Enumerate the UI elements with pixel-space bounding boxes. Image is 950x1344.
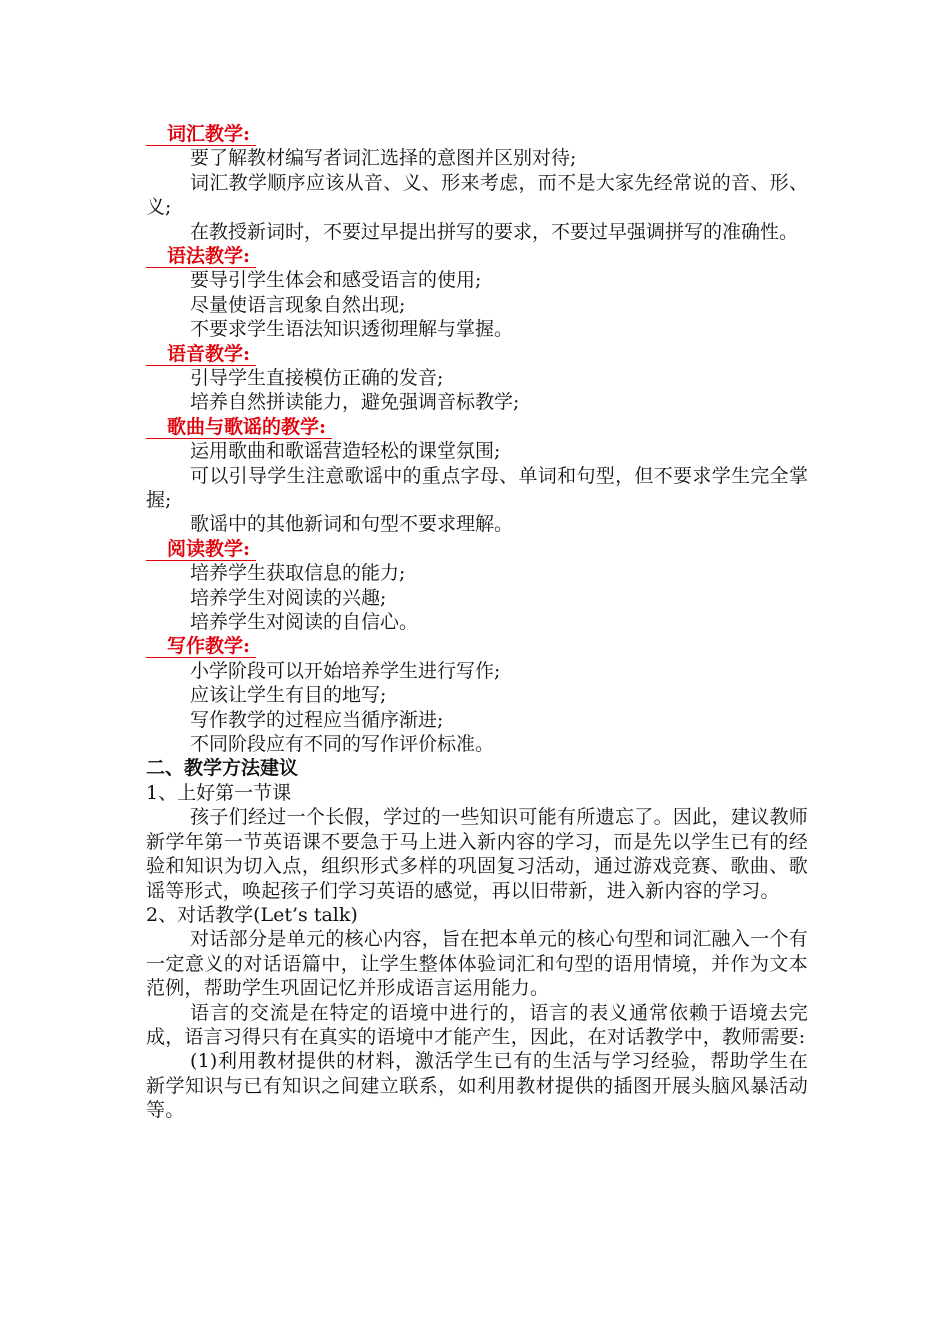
paragraph: 语言的交流是在特定的语境中进行的，语言的表义通常依赖于语境去完成，语言习得只有在真实的语境中才能产生，因此，在对话教学中，教师需要: xyxy=(146,1001,808,1048)
reading-item: 培养学生获取信息的能力; xyxy=(190,562,406,585)
reading-heading: 阅读教学: xyxy=(146,539,256,561)
phonetics-heading-row xyxy=(146,342,808,366)
writing-item: 应该让学生有目的地写; xyxy=(190,684,387,707)
writing-item: 不同阶段应有不同的写作评价标准。 xyxy=(190,733,495,756)
phonetics-item: 引导学生直接模仿正确的发音; xyxy=(190,367,444,390)
reading-item: 培养学生对阅读的兴趣; xyxy=(190,586,387,609)
songs-item: 可以引导学生注意歌谣中的重点字母、单词和句型，但不要求学生完全掌握; xyxy=(146,464,808,512)
vocab-heading-row xyxy=(146,122,808,146)
writing-heading-row xyxy=(146,634,808,658)
songs-heading-row xyxy=(146,415,808,439)
grammar-heading-row xyxy=(146,244,808,268)
paragraph: 对话部分是单元的核心内容，旨在把本单元的核心句型和词汇融入一个有一定意义的对话语篇中，让学生整体体验词汇和句型的语用情境，并作为文本范例，帮助学生巩固记忆并形成语言运用能力。 xyxy=(146,928,808,1000)
songs-heading: 歌曲与歌谣的教学: xyxy=(146,417,332,439)
document-page xyxy=(146,122,808,1123)
writing-heading: 写作教学: xyxy=(146,636,256,658)
grammar-heading: 语法教学: xyxy=(146,246,256,268)
reading-heading-row xyxy=(146,537,808,561)
grammar-item: 不要求学生语法知识透彻理解与掌握。 xyxy=(190,318,514,341)
vocab-heading: 词汇教学: xyxy=(146,124,256,146)
reading-item: 培养学生对阅读的自信心。 xyxy=(190,611,419,634)
grammar-item: 要导引学生体会和感受语言的使用; xyxy=(190,269,482,292)
writing-item: 写作教学的过程应当循序渐进; xyxy=(190,708,444,731)
writing-item: 小学阶段可以开始培养学生进行写作; xyxy=(190,659,501,682)
phonetics-heading: 语音教学: xyxy=(146,344,256,366)
subsection-title: 2、对话教学(Let’s talk) xyxy=(146,903,358,926)
subsection-title: 1、上好第一节课 xyxy=(146,781,292,804)
vocab-item: 要了解教材编写者词汇选择的意图并区别对待; xyxy=(190,147,577,170)
vocab-item: 词汇教学顺序应该从音、义、形来考虑，而不是大家先经常说的音、形、义; xyxy=(146,171,808,219)
vocab-item: 在教授新词时，不要过早提出拼写的要求，不要过早强调拼写的准确性。 xyxy=(190,220,799,243)
songs-item: 歌谣中的其他新词和句型不要求理解。 xyxy=(190,513,514,536)
paragraph: (1)利用教材提供的材料，激活学生已有的生活与学习经验，帮助学生在新学知识与已有知识之间建立联系，如利用教材提供的插图开展头脑风暴活动等。 xyxy=(146,1050,808,1122)
songs-item: 运用歌曲和歌谣营造轻松的课堂氛围; xyxy=(190,440,501,463)
phonetics-item: 培养自然拼读能力，避免强调音标教学; xyxy=(190,391,520,414)
grammar-item: 尽量使语言现象自然出现; xyxy=(190,293,406,316)
paragraph: 孩子们经过一个长假，学过的一些知识可能有所遗忘了。因此，建议教师新学年第一节英语课不要急于马上进入新内容的学习，而是先以学生已有的经验和知识为切入点，组织形式多样的巩固复习活动，通过游戏竞赛、歌曲、歌谣等形式，唤起孩子们学习英语的感觉，再以旧带新，进入新内容的学习。 xyxy=(146,806,808,902)
part-two-title: 二、教学方法建议 xyxy=(146,757,299,780)
